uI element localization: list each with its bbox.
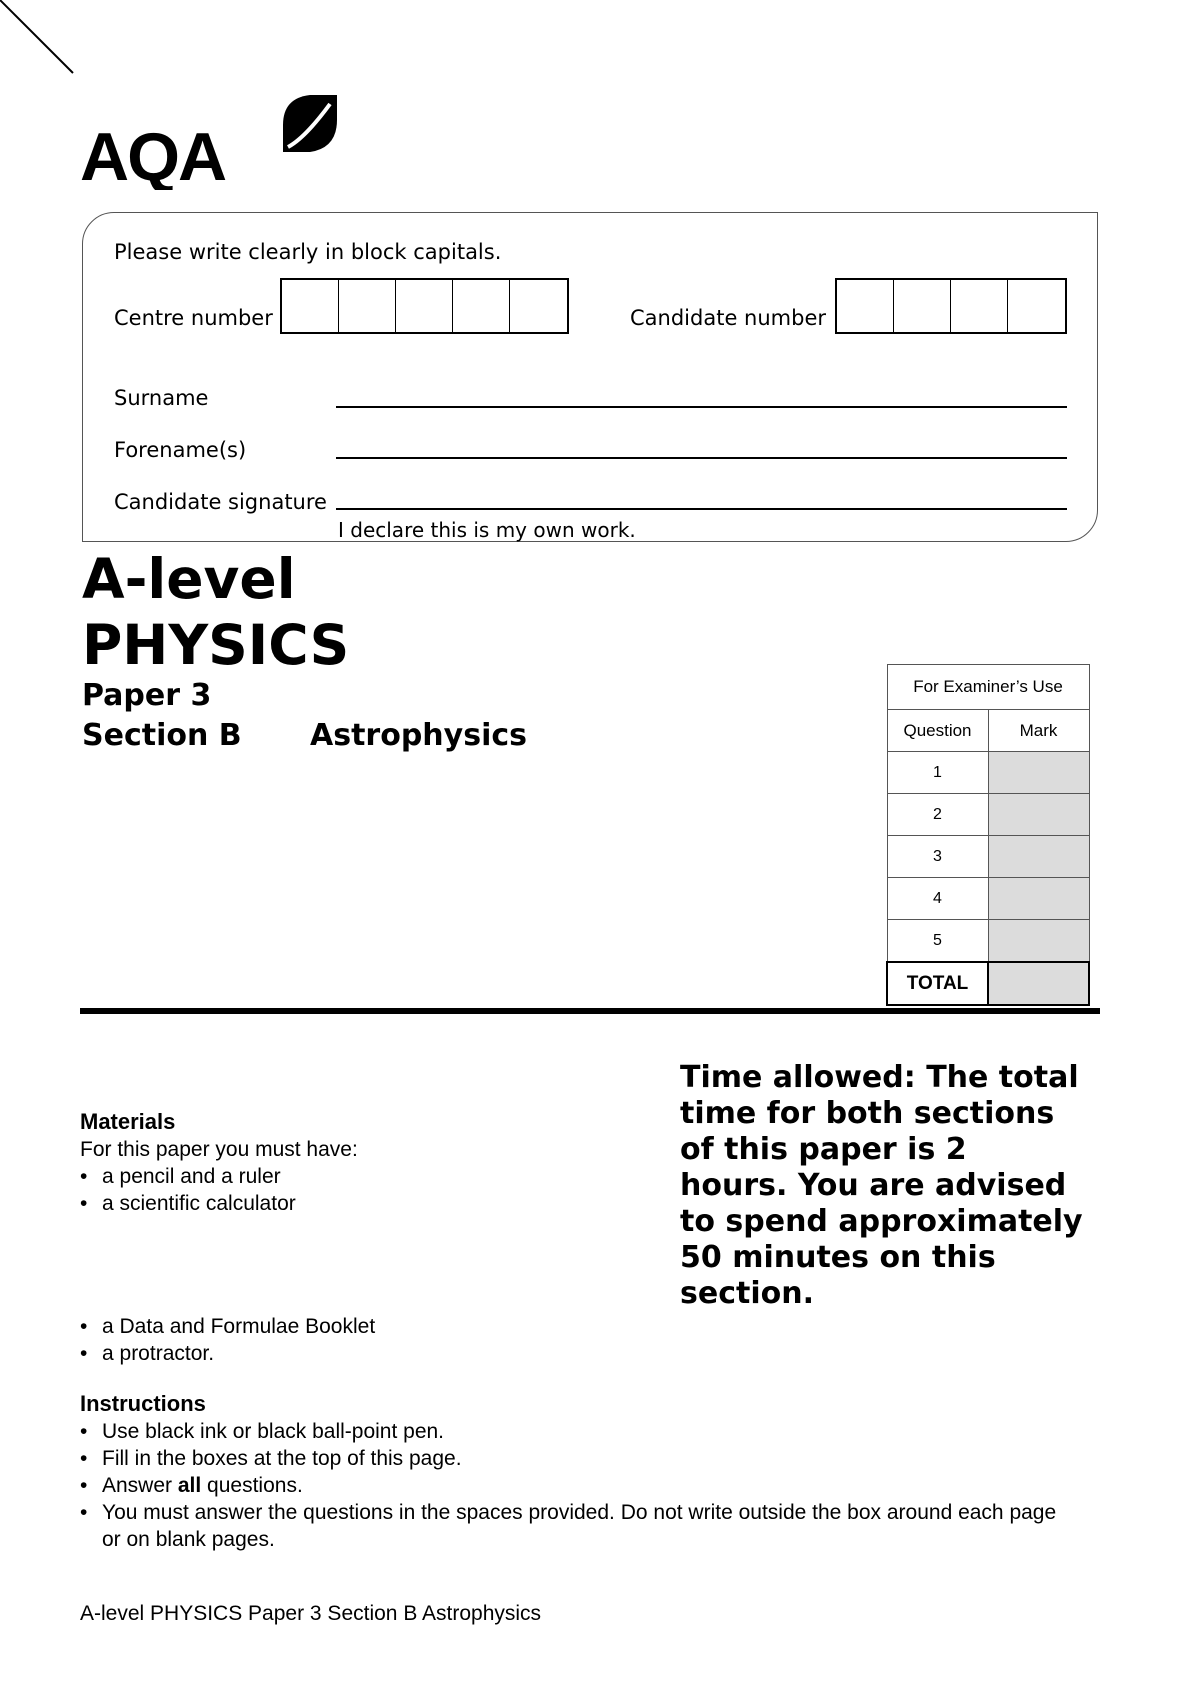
materials-heading: Materials [80, 1109, 176, 1134]
instructions-list [80, 1418, 1080, 1553]
examiner-table-heading: For Examiner’s Use [887, 665, 1089, 710]
mark-cell[interactable] [988, 794, 1089, 836]
question-number: 1 [887, 752, 988, 794]
centre-digit-box[interactable] [396, 280, 453, 332]
subject-title: PHYSICS [82, 613, 350, 677]
question-number: 3 [887, 836, 988, 878]
total-mark-cell[interactable] [988, 962, 1089, 1005]
forenames-line[interactable] [336, 457, 1067, 459]
list-item: • a pencil and a ruler [80, 1163, 296, 1190]
candidate-number-boxes[interactable] [835, 278, 1067, 334]
mark-cell[interactable] [988, 878, 1089, 920]
list-item [80, 1472, 1080, 1499]
question-number: 4 [887, 878, 988, 920]
corner-mark [0, 0, 75, 75]
signature-line[interactable] [336, 508, 1067, 510]
materials-list-b [80, 1313, 375, 1367]
candidate-digit-box[interactable] [1008, 280, 1065, 332]
section-title: Section B [82, 718, 242, 753]
page-footer: A-level PHYSICS Paper 3 Section B Astrophysics [80, 1602, 542, 1625]
list-item: • a protractor. [80, 1340, 375, 1367]
centre-number-label: Centre number [114, 306, 273, 330]
list-item: • You must answer the questions in the spaces provided. Do not write outside the box around each page or on blank pages. [80, 1499, 1080, 1553]
centre-digit-box[interactable] [453, 280, 510, 332]
total-label: TOTAL [887, 962, 988, 1005]
centre-digit-box[interactable] [510, 280, 567, 332]
forenames-label: Forename(s) [114, 438, 247, 462]
mark-cell[interactable] [988, 752, 1089, 794]
section-divider [80, 1008, 1100, 1014]
aqa-leaf-icon [283, 95, 337, 152]
candidate-digit-box[interactable] [837, 280, 894, 332]
question-column-header: Question [887, 710, 988, 752]
mark-cell[interactable] [988, 920, 1089, 963]
mark-column-header: Mark [988, 710, 1089, 752]
svg-text:AQA: AQA [80, 119, 226, 190]
centre-number-boxes[interactable] [280, 278, 569, 334]
list-item: • Fill in the boxes at the top of this page. [80, 1445, 1080, 1472]
examiner-use-table [886, 664, 1090, 1006]
centre-digit-box[interactable] [282, 280, 339, 332]
centre-digit-box[interactable] [339, 280, 396, 332]
question-number: 5 [887, 920, 988, 963]
list-item: • Use black ink or black ball-point pen. [80, 1418, 1080, 1445]
block-capitals-instruction: Please write clearly in block capitals. [114, 240, 502, 264]
materials-intro: For this paper you must have: [80, 1138, 358, 1161]
question-number: 2 [887, 794, 988, 836]
topic-title: Astrophysics [310, 718, 527, 753]
aqa-logo [80, 90, 350, 190]
time-allowed: Time allowed: The total time for both sections of this paper is 2 hours. You are advised to spend approximately 50 minutes on this section. [680, 1060, 1083, 1311]
candidate-digit-box[interactable] [951, 280, 1008, 332]
instruction-text: Answer [102, 1474, 178, 1497]
surname-label: Surname [114, 386, 209, 410]
list-item: • a scientific calculator [80, 1190, 296, 1217]
emphasis-text: all [177, 1474, 202, 1497]
level-title: A-level [82, 547, 296, 611]
surname-line[interactable] [336, 406, 1067, 408]
materials-list-a [80, 1163, 296, 1217]
instruction-text: questions. [201, 1474, 303, 1497]
mark-cell[interactable] [988, 836, 1089, 878]
candidate-number-label: Candidate number [630, 306, 826, 330]
instructions-heading: Instructions [80, 1391, 206, 1416]
candidate-digit-box[interactable] [894, 280, 951, 332]
signature-label: Candidate signature [114, 490, 327, 514]
paper-title: Paper 3 [82, 678, 212, 713]
declaration-text: I declare this is my own work. [338, 518, 636, 542]
list-item: • a Data and Formulae Booklet [80, 1313, 375, 1340]
